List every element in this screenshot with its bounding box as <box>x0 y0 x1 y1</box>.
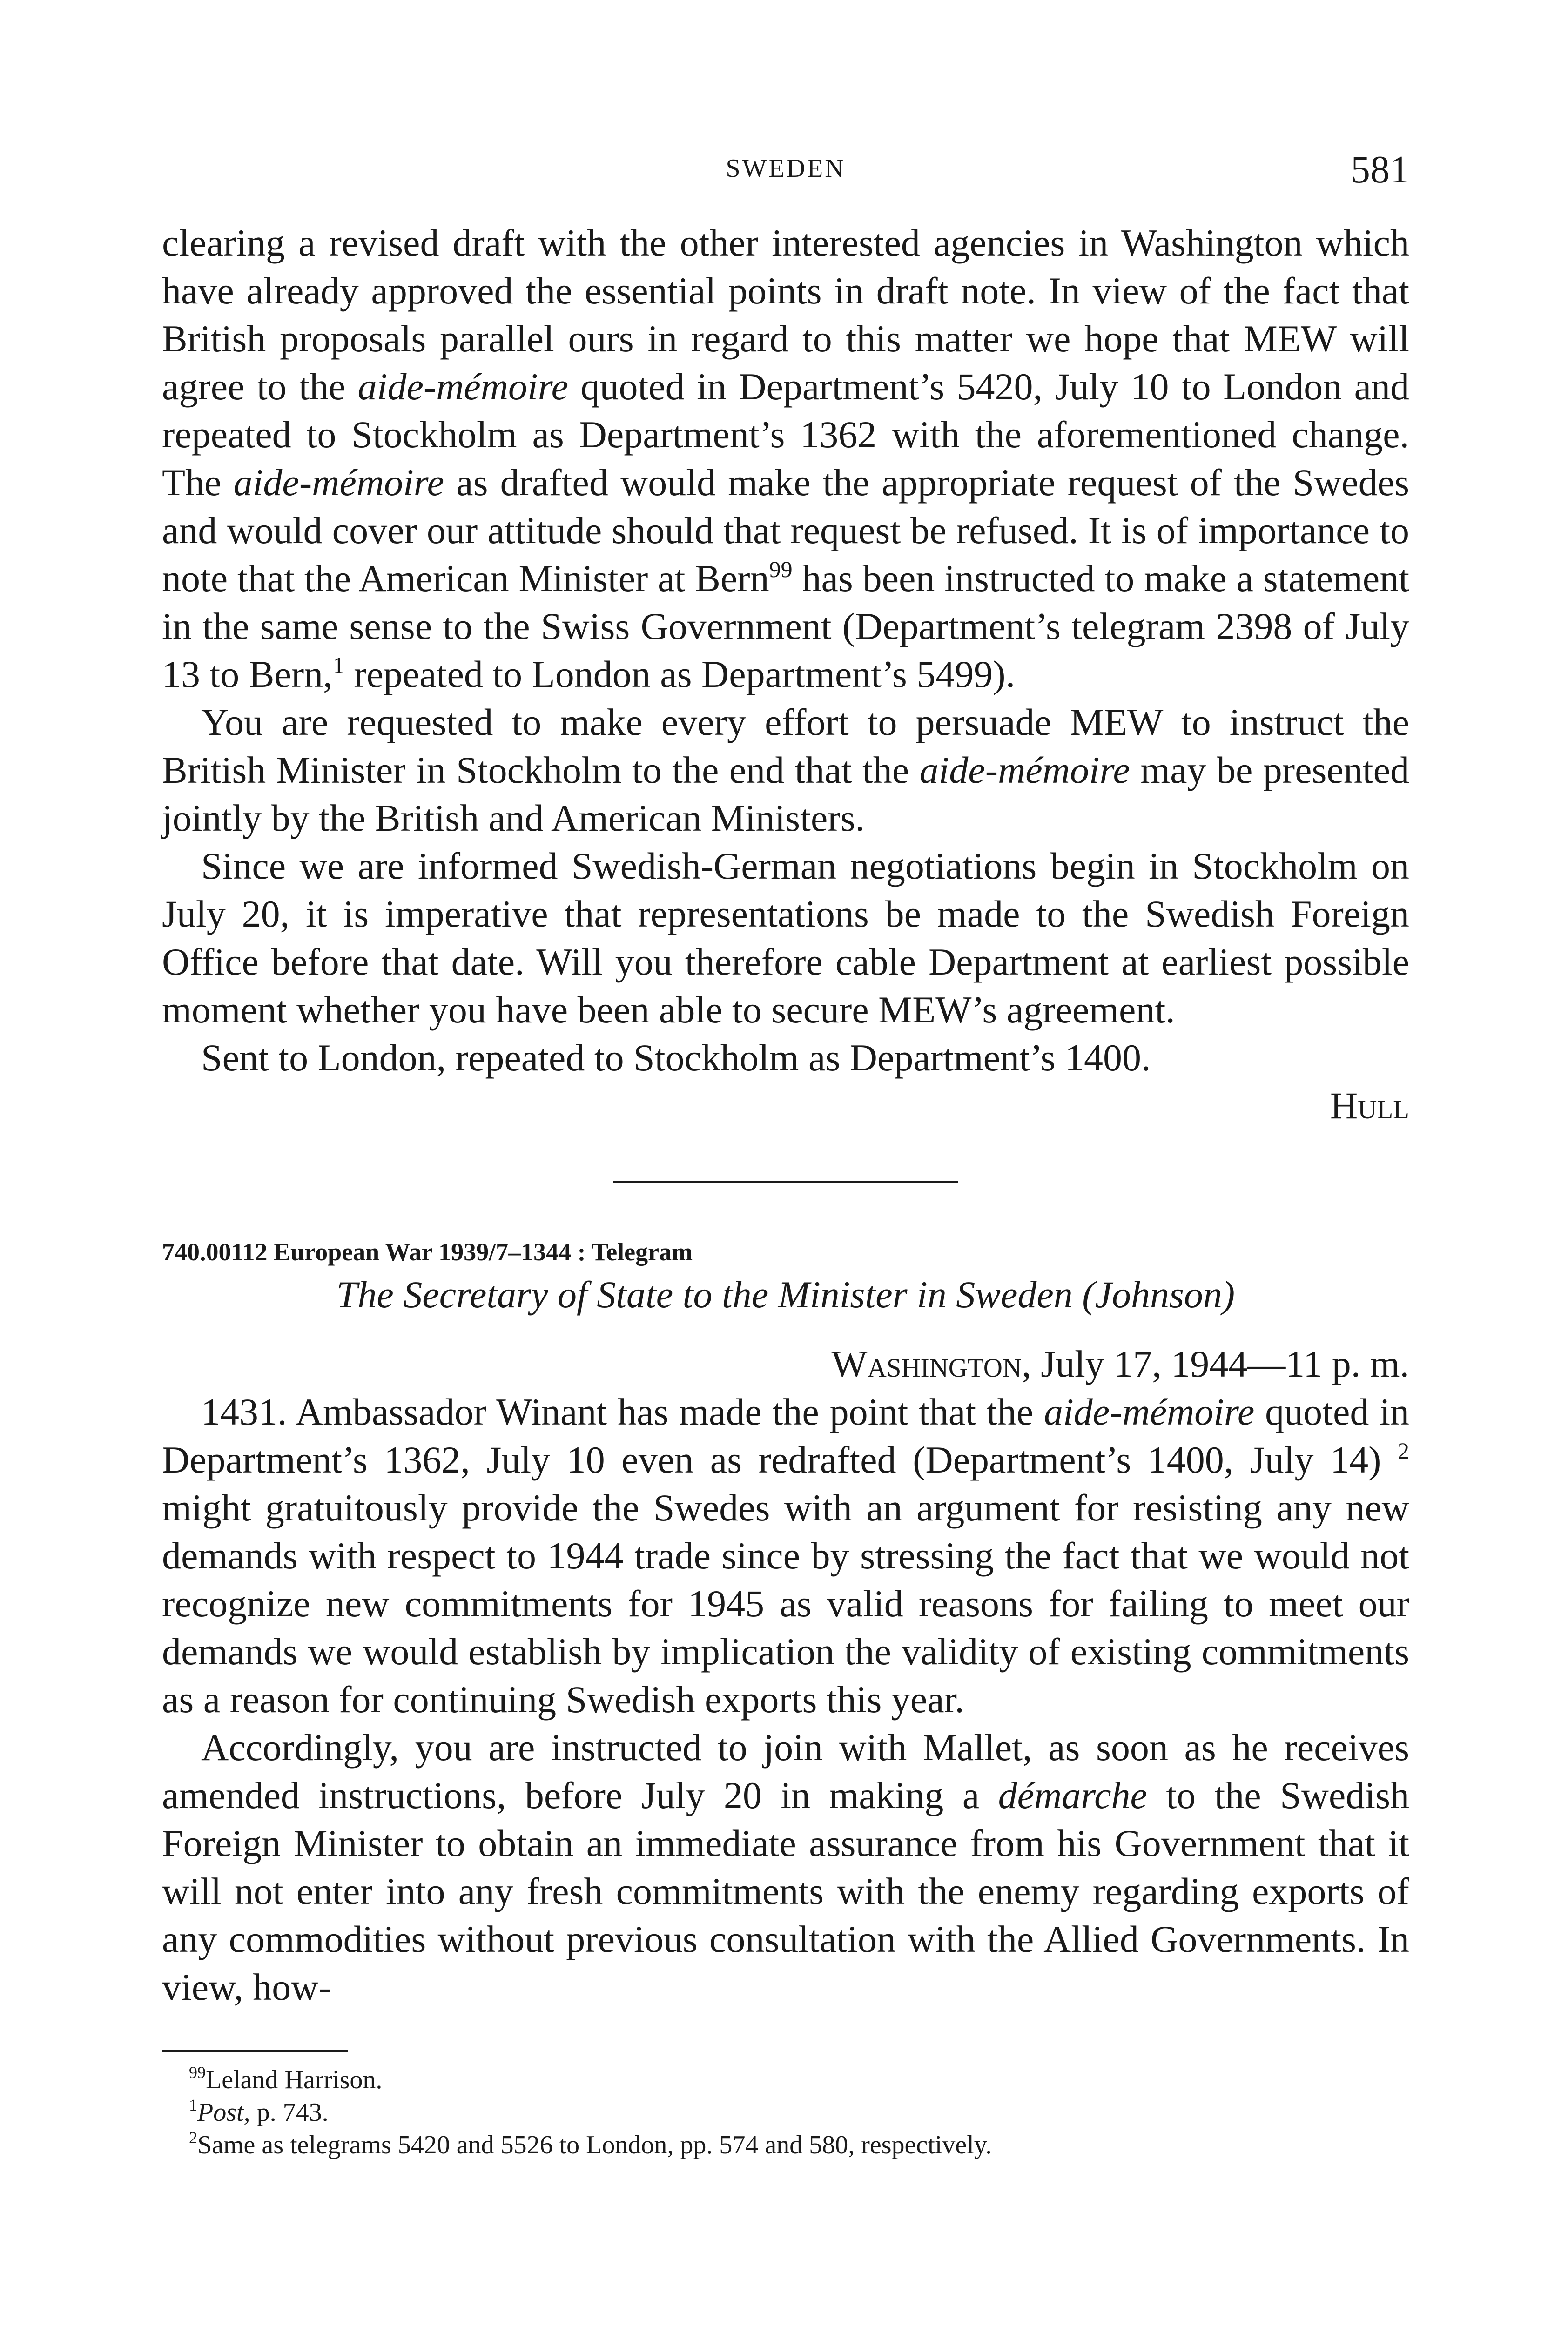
continuation-paragraph-2 <box>162 698 1409 842</box>
document-paragraph-2 <box>162 1723 1409 2011</box>
continuation-paragraph-1 <box>162 219 1409 698</box>
text-run: quoted in Department’s 5420, July 10 to London and repeated to Stockholm as Department’s 1362 with the aforementioned change. The <box>162 365 1409 504</box>
text-run: clearing a revised draft with the other interested agencies in Washington which have already approved the essential points in draft note. In view of the fact that British proposals parallel ours in regard to this matter we hope that MEW will agree to the <box>162 222 1409 408</box>
text-run: repeated to London as Department’s 5499). <box>344 653 1016 695</box>
footnote-text: Same as telegrams 5420 and 5526 to London, pp. 574 and 580, respectively. <box>197 2131 992 2159</box>
text-run: may be presented jointly by the British and American Ministers. <box>162 749 1409 839</box>
running-title: SWEDEN <box>726 154 846 183</box>
text-run: quoted in Department’s 1362, July 10 even as redrafted (Department’s 1400, July 14) <box>162 1391 1409 1481</box>
continuation-paragraph-4: Sent to London, repeated to Stockholm as Department’s 1400. <box>201 1036 1151 1079</box>
document-paragraph-1 <box>162 1388 1409 1723</box>
footnote-text: Leland Harrison. <box>206 2065 383 2094</box>
footnote-mark: 99 <box>189 2063 206 2082</box>
section-divider <box>613 1181 958 1183</box>
text-run: Accordingly, you are instructed to join with Mallet, as soon as he receives amended instructions, before July 20 in making a <box>162 1726 1409 1816</box>
footnote-divider <box>162 2050 348 2052</box>
footnote-text: p. 743. <box>250 2098 329 2127</box>
dateline-date: , July 17, 1944—11 p. m. <box>1022 1343 1409 1385</box>
text-run: You are requested to make every effort to persuade MEW to instruct the British Minister in Stockholm to the end that the <box>162 701 1409 791</box>
italic-term: aide-mémoire <box>233 461 444 504</box>
text-run: to the Swedish Foreign Minister to obtain an immediate assurance from his Government that it will not enter into any fresh commitments with the enemy regarding exports of any commodities without previous consultation with the Allied Governments. In view, how- <box>162 1774 1410 2008</box>
footnote-2 <box>189 2129 1409 2161</box>
document-title: The Secretary of State to the Minister in Sweden (Johnson) <box>336 1273 1235 1316</box>
dateline <box>162 1340 1409 1388</box>
text-run: might gratuitously provide the Swedes with an argument for resisting any new demands with respect to 1944 trade since by stressing the fact that we would not recognize new commitments for 1945 as valid reasons for failing to meet our demands we would establish by implication the validity of existing commitments as a reason for continuing Swedish exports this year. <box>162 1486 1409 1721</box>
footnote-ref-2: 2 <box>1398 1438 1409 1464</box>
text-run: as drafted would make the appropriate request of the Swedes and would cover our attitude should that request be refused. It is of importance to note that the American Minister at Bern <box>162 461 1409 599</box>
text-run: 1431. Ambassador Winant has made the point that the <box>201 1391 1044 1433</box>
italic-term: aide-mémoire <box>919 749 1130 791</box>
italic-term: aide-mémoire <box>357 365 569 408</box>
footnote-mark: 2 <box>189 2128 197 2147</box>
page-number: 581 <box>1351 148 1409 191</box>
dateline-place: Washington <box>831 1343 1022 1385</box>
continuation-paragraph-3: Since we are informed Swedish-German negotiations begin in Stockholm on July 20, it is imperative that representations be made to the Swedish Foreign Office before that date. Will you therefore cable Department at earliest possible moment whether you have been able to secure MEW’s agreement. <box>162 845 1409 1031</box>
footnote-ref-99: 99 <box>769 556 793 582</box>
page-body <box>162 219 1409 2161</box>
footnote-99 <box>189 2064 1409 2096</box>
footnote-1 <box>189 2096 1409 2129</box>
text-run: has been instructed to make a statement in the same sense to the Swiss Government (Department’s telegram 2398 of July 13 to Bern, <box>162 557 1409 695</box>
running-head <box>162 147 1409 194</box>
italic-term: aide-mémoire <box>1043 1391 1255 1433</box>
footnote-italic: Post, <box>197 2098 250 2127</box>
signature: Hull <box>1330 1084 1409 1127</box>
footnote-ref-1: 1 <box>332 652 344 678</box>
file-reference: 740.00112 European War 1939/7–1344 : Telegram <box>162 1238 693 1266</box>
footnote-mark: 1 <box>189 2096 197 2114</box>
italic-term: démarche <box>998 1774 1147 1816</box>
